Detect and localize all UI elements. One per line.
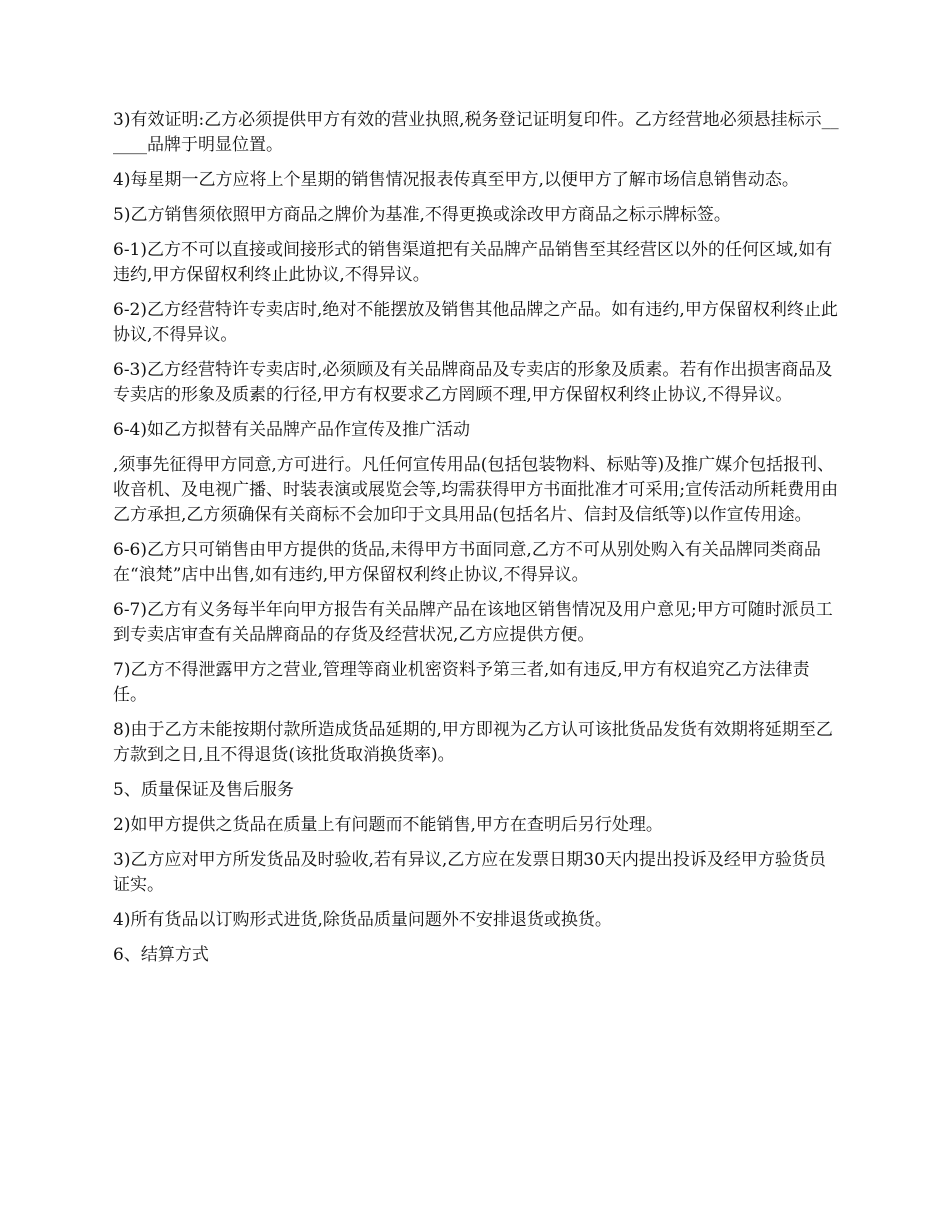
clause-6-7-reporting: 6-7)乙方有义务每半年向甲方报告有关品牌产品在该地区销售情况及用户意见;甲方可随时派员工到专卖店审查有关品牌商品的存货及经营状况,乙方应提供方便。: [113, 600, 833, 645]
clause-8-late-payment: 8)由于乙方未能按期付款所造成货品延期的,甲方即视为乙方认可该批货品发货有效期将延期至乙方款到之日,且不得退货(该批货取消换货率)。: [113, 720, 833, 765]
section-6-heading: 6、结算方式: [113, 945, 209, 965]
clause-4-no-returns: 4)所有货品以订购形式进货,除货品质量问题外不安排退货或换货。: [113, 910, 612, 930]
section-5-heading: 5、质量保证及售后服务: [113, 780, 294, 800]
clause-2-quality-issue: 2)如甲方提供之货品在质量上有问题而不能销售,甲方在查明后另行处理。: [113, 815, 663, 835]
clause-5-price-label: 5)乙方销售须依照甲方商品之牌价为基准,不得更换或涂改甲方商品之标示牌标签。: [113, 205, 731, 225]
clause-6-1-sales-territory: 6-1)乙方不可以直接或间接形式的销售渠道把有关品牌产品销售至其经营区以外的任何区域,如有违约,甲方保留权利终止此协议,不得异议。: [113, 240, 833, 285]
clause-3-inspection: 3)乙方应对甲方所发货品及时验收,若有异议,乙方应在发票日期30天内提出投诉及经甲方验货员证实。: [113, 850, 826, 895]
document-body: [113, 108, 839, 978]
clause-6-6-supply-source: 6-6)乙方只可销售由甲方提供的货品,未得甲方书面同意,乙方不可从别处购入有关品牌同类商品在“浪梵”店中出售,如有违约,甲方保留权利终止协议,不得异议。: [113, 540, 821, 585]
clause-6-3-brand-image: 6-3)乙方经营特许专卖店时,必须顾及有关品牌商品及专卖店的形象及质素。若有作出损害商品及专卖店的形象及质素的行径,甲方有权要求乙方罔顾不理,甲方保留权利终止协议,不得异议。: [113, 360, 833, 405]
clause-6-4-promotion: 6-4)如乙方拟替有关品牌产品作宣传及推广活动: [113, 420, 471, 440]
clause-6-2-exclusive-store: 6-2)乙方经营特许专卖店时,绝对不能摆放及销售其他品牌之产品。如有违约,甲方保留权利终止此协议,不得异议。: [113, 300, 838, 345]
clause-7-confidentiality: 7)乙方不得泄露甲方之营业,管理等商业机密资料予第三者,如有违反,甲方有权追究乙方法律责任。: [113, 660, 810, 705]
clause-6-4-promotion-continued: ,须事先征得甲方同意,方可进行。凡任何宣传用品(包括包装物料、标贴等)及推广媒介包括报刊、收音机、及电视广播、时装表演或展览会等,均需获得甲方书面批准才可采用;宣传活动所耗费用由乙方承担,乙方须确保有关商标不会加印于文具用品(包括名片、信封及信纸等)以作宣传用途。: [113, 455, 839, 525]
clause-3-valid-certificate: 3)有效证明:乙方必须提供甲方有效的营业执照,税务登记证明复印件。乙方经营地必须悬挂标示______品牌于明显位置。: [113, 110, 839, 155]
clause-4-weekly-sales-report: 4)每星期一乙方应将上个星期的销售情况报表传真至甲方,以便甲方了解市场信息销售动态。: [113, 170, 799, 190]
